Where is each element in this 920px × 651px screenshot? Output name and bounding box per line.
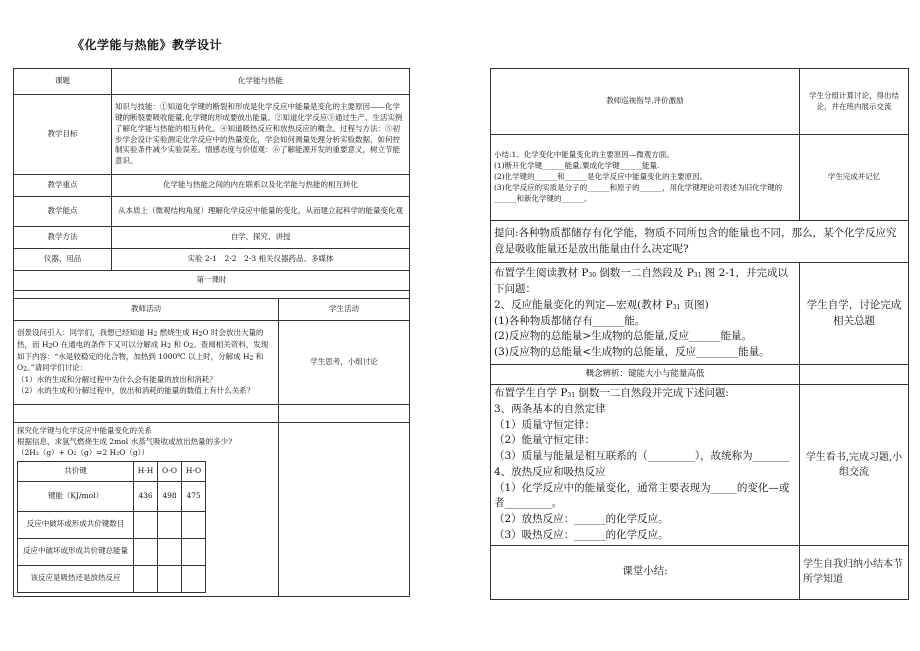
- tools-text: 实验 2-1 2-2 2-3 相关仪器药品、多媒体: [112, 249, 410, 271]
- document-title: 《化学能与热能》教学设计: [72, 38, 223, 52]
- summary-student: 学生完成并记忆: [800, 135, 909, 221]
- intro-question-1: （1）水的生成和分解过程中为什么会有能量的放出和消耗？: [17, 375, 217, 384]
- right-lesson-table: [490, 68, 909, 600]
- summary-block: 小结:1、化学变化中能量变化的主要原因—微观方面。 (1)断开化学键______能量,粟成化学键______能量. (2)化学键的______和______是化学反应中能量变化的主要原因。 (3)化学反应的实质是分子的______和原子的______，用化学键理论可表述为旧化学键的______和新化学键的______。: [491, 135, 800, 221]
- key-label: 教学重点: [14, 175, 112, 197]
- bond-energy-table: 共价键 H-H O-O H-O 键能（KJ/mol） 436 498 475 反应中破坏或形成共价键数目 反应中破坏或形成共价键总能量 该反应是吸热还是放热反应: [17, 461, 206, 593]
- summary-title: 小结:1、化学变化中能量变化的主要原因—微观方面。: [494, 150, 674, 160]
- method-text: 自学、探究、讲授: [112, 227, 410, 249]
- explore-activity: 探究化学键与化学反应中能量变化的关系 根据信息，求氢气燃烧生成 2mol 水蒸气吸收或放出热量的多少? （2H₂（g）+ O₂（g）=2 H₂O（g）） 共价键 H-H O-O H-O 键能（KJ/mol） 436 498 475 反应中破坏或形成共价键数目 反应中破坏或形成共价键总能量 该反应是吸热还是放热反应: [14, 423, 279, 597]
- reading-student: 学生自学，讨论完成相关总题: [800, 263, 909, 365]
- class-summary-label: 课堂小结:: [491, 545, 800, 599]
- difficulty-label: 教学能点: [14, 197, 112, 227]
- key-text: 化学能与热能之间的内在联系以及化学能与热能的相互转化: [112, 175, 410, 197]
- lesson-period: 第一课时: [14, 271, 410, 291]
- self-study-student: 学生看书,完成习题,小组交流: [800, 385, 909, 546]
- concept-analysis: 概念辨析：键能大小与能量高低: [491, 365, 800, 385]
- goals-text: 知识与技能：①知道化学键的断裂和形成是化学反应中能量是变化的主要原因——化学键的断裂要吸收能量,化学键的形成要放出能量。②知道化学反应③通过生产、生活实例了解化学能与热能的相互转化。④知道吸热反应和放热反应的概念。过程与方法：⑤初步学会设计实验测定化学反应中的热量变化，学会如何测量处理分析实验数据，如何控制实验条件减少实验误差。情感态度与价值观：⑥了解能源开发的重要意义，树立节能意识。: [112, 95, 410, 175]
- class-summary-student: 学生自我归纳小结本节所学知道: [800, 545, 909, 599]
- spacer-row: [14, 291, 410, 299]
- guide-teacher: 教师巡视指导,评价激励: [491, 69, 800, 135]
- difficulty-text: 从本质上（微观结构角度）理解化学反应中能量的变化，从而建立起科学的能量变化观: [112, 197, 410, 227]
- method-label: 教学方法: [14, 227, 112, 249]
- student-activity-header: 学生活动: [279, 299, 410, 321]
- goals-label: 教学目标: [14, 95, 112, 175]
- teacher-activity-header: 教师活动: [14, 299, 279, 321]
- guide-student: 学生分组计算讨论，得出结论，并在班内展示交流: [800, 69, 909, 135]
- reaction-equation: （2H₂（g）+ O₂（g）=2 H₂O（g））: [17, 447, 149, 457]
- topic-value: 化学能与热能: [112, 69, 410, 95]
- tools-label: 仪器、用品: [14, 249, 112, 271]
- question-prompt: 提问:各种物质都储存有化学能，物质不同所包含的能量也不同，那么，某个化学反应究竟是吸收能量还是放出能量由什么决定呢?: [491, 221, 909, 263]
- explore-student-activity: [279, 423, 410, 597]
- self-study-block: 布置学生自学 P31 倒数一二自然段并完成下述问题: 3、两条基本的自然定律 （1）质量守恒定律： （2）能量守恒定律： （3）质量与能量是相互联系的（_________），故统称为_______ 4、放热反应和吸热反应 （1）化学反应中的能量变化，通常主要表现为_____的变化—或者_________。 （2）放热反应：______的化学反应。 （3）吸热反应：______的化学反应。: [491, 385, 800, 546]
- intro-question-2: （2）水的生成和分解过程中，放出和消耗的能量的数值上有什么关系？: [17, 385, 255, 395]
- topic-label: 课题: [14, 69, 112, 95]
- left-lesson-table: [13, 68, 410, 597]
- intro-activity: 创景设问引入：同学们，我想已经知道 H2 燃烧生成 H2O 时会放出大量的热，而 H2O 在通电的条件下又可以分解成 H2 和 O2。查阅相关资料，发现如下内容：“水是较稳定的化合物，加热到 1000℃ 以上时，分解成 H2 和 O2。”请同学们讨论： （1）水的生成和分解过程中为什么会有能量的放出和消耗？ （2）水的生成和分解过程中，放出和消耗的能量的数值上有什么关系？: [14, 321, 279, 405]
- reading-assignment: 布置学生阅读教材 P30 倒数一二自然段及 P31 图 2-1，并完成以下问题： 2、反应能量变化的判定—宏观(教材 P31 页图) (1)各种物质都储存有______能。 (2)反应物的总能量>生成物的总能量,反应______能量。 (3)反应物的总能量<生成物的总能量，反应________能量。: [491, 263, 800, 365]
- intro-student-activity: 学生思考，小组讨论: [279, 321, 410, 405]
